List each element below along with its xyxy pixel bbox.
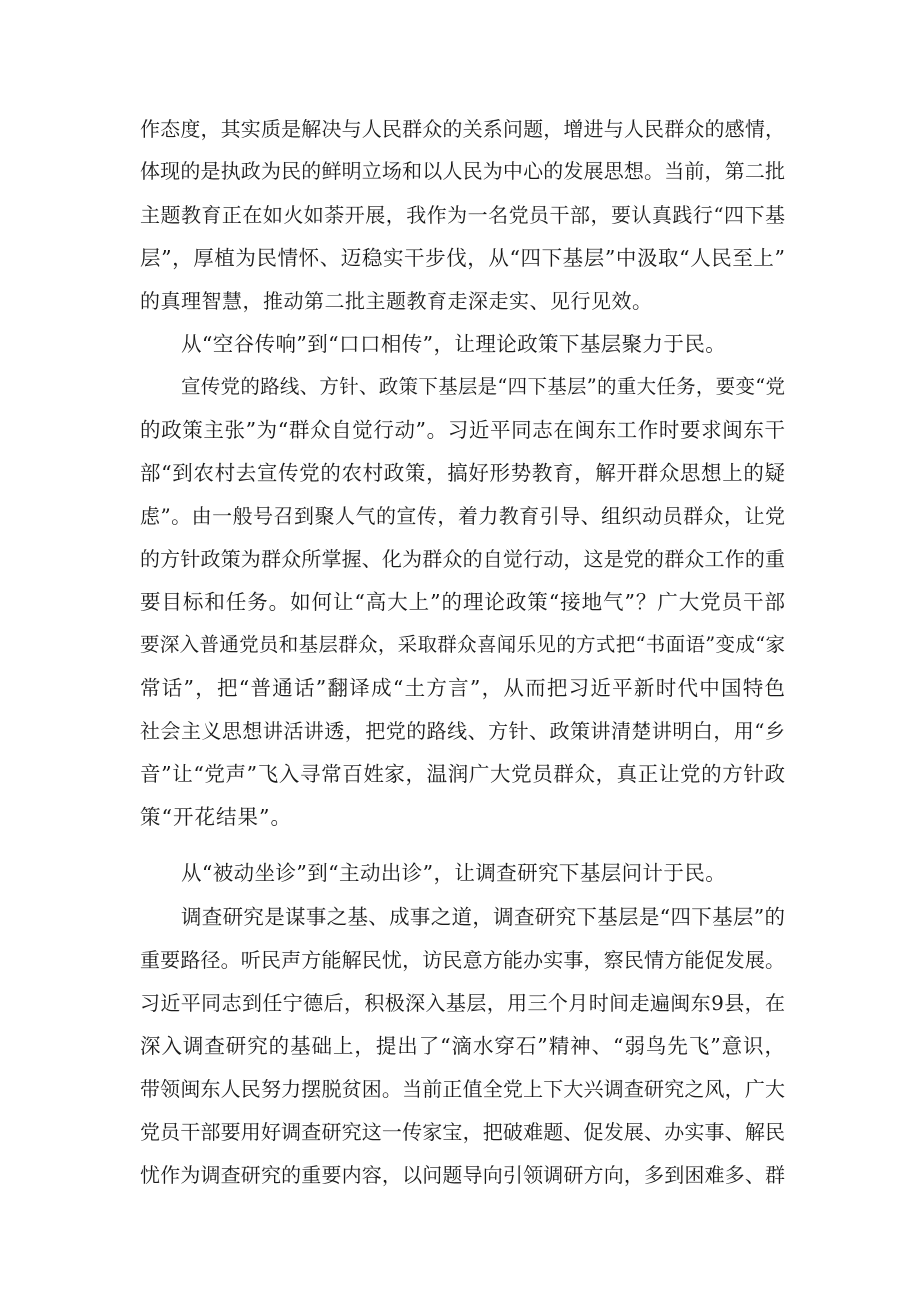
text-line [0, 151, 920, 191]
text-line [0, 711, 920, 751]
text-line [0, 109, 920, 149]
text-line [0, 1112, 920, 1152]
text-line [0, 668, 920, 708]
line-text: 党员干部要用好调查研究这一传家宝，把破难题、促发展、办实事、解民 [140, 1120, 785, 1144]
section-heading [0, 324, 920, 364]
line-text: 社会主义思想讲活讲透，把党的路线、方针、政策讲清楚讲明白，用“乡 [140, 719, 785, 743]
line-text: 深入调查研究的基础上，提出了“滴水穿石”精神、“弱鸟先飞”意识， [140, 1034, 785, 1058]
text-line [0, 496, 920, 536]
text-line [0, 238, 920, 278]
line-text: 部“到农村去宣传党的农村政策，搞好形势教育，解开群众思想上的疑 [140, 461, 785, 485]
text-line [0, 367, 920, 407]
line-text: 的政策主张”为“群众自觉行动”。习近平同志在闽东工作时要求闽东干 [140, 418, 785, 442]
text-line [0, 582, 920, 622]
line-text: 带领闽东人民努力摆脱贫困。当前正值全党上下大兴调查研究之风，广大 [140, 1077, 785, 1101]
line-text: 作态度，其实质是解决与人民群众的关系问题，增进与人民群众的感情， [140, 117, 785, 141]
text-line [0, 983, 920, 1023]
line-text: 的方针政策为群众所掌握、化为群众的自觉行动，这是党的群众工作的重 [140, 547, 785, 571]
line-text: 常话”，把“普通话”翻译成“土方言”，从而把习近平新时代中国特色 [140, 676, 785, 700]
text-line [0, 797, 920, 837]
line-text: 体现的是执政为民的鲜明立场和以人民为中心的发展思想。当前，第二批 [140, 159, 785, 183]
text-line [0, 754, 920, 794]
heading-text: 从“空谷传响”到“口口相传”，让理论政策下基层聚力于民。 [181, 332, 727, 356]
text-line [0, 281, 920, 321]
line-text: 忧作为调查研究的重要内容，以问题导向引领调研方向，多到困难多、群 [140, 1163, 785, 1187]
text-line [0, 410, 920, 450]
line-text: 要目标和任务。如何让“高大上”的理论政策“接地气”？广大党员干部 [140, 590, 785, 614]
text-line [0, 1155, 920, 1195]
text-line [0, 195, 920, 235]
line-text: 重要路径。听民声方能解民忧，访民意方能办实事，察民情方能促发展。 [140, 948, 785, 972]
line-text: 虑”。由一般号召到聚人气的宣传，着力教育引导、组织动员群众，让党 [140, 504, 785, 528]
text-line [0, 453, 920, 493]
text-line [0, 539, 920, 579]
line-text: 要深入普通党员和基层群众，采取群众喜闻乐见的方式把“书面语”变成“家 [140, 633, 785, 656]
text-line [0, 940, 920, 980]
text-line [0, 1026, 920, 1066]
heading-text: 从“被动坐诊”到“主动出诊”，让调查研究下基层问计于民。 [181, 861, 727, 885]
text-line [0, 1069, 920, 1109]
section-heading [0, 853, 920, 893]
line-text: 的真理智慧，推动第二批主题教育走深走实、见行见效。 [140, 289, 653, 313]
line-text: 调查研究是谋事之基、成事之道，调查研究下基层是“四下基层”的 [181, 905, 785, 929]
line-text: 宣传党的路线、方针、政策下基层是“四下基层”的重大任务，要变“党 [181, 375, 785, 398]
text-line [0, 897, 920, 937]
line-text: 层”，厚植为民情怀、迈稳实干步伐，从“四下基层”中汲取“人民至上” [140, 246, 785, 270]
text-line [0, 625, 920, 665]
line-text: 主题教育正在如火如荼开展，我作为一名党员干部，要认真践行“四下基 [140, 203, 785, 227]
line-text: 习近平同志到任宁德后，积极深入基层，用三个月时间走遍闽东9县，在 [140, 991, 785, 1015]
line-text: 策“开花结果”。 [140, 805, 292, 829]
line-text: 音”让“党声”飞入寻常百姓家，温润广大党员群众，真正让党的方针政 [140, 762, 785, 786]
